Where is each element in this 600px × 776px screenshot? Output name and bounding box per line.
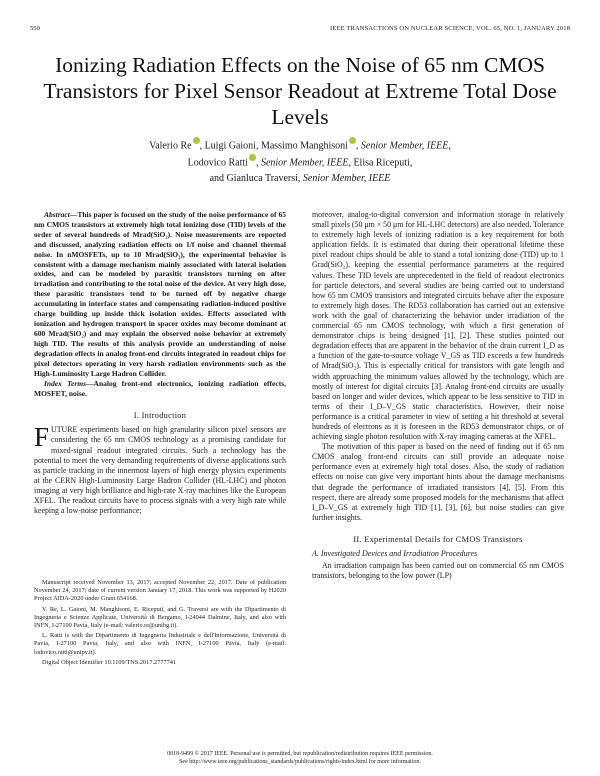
author-ratti: Lodovico Ratti xyxy=(187,157,248,169)
footnote-manuscript: Manuscript received November 13, 2017; accepted November 22, 2017. Date of publication November 24, 2017; date of current version January 17, 2018. This work was supported by H2020 Project AIDA-2020 under Grant 654168. xyxy=(34,579,286,603)
index-terms-label: Index Terms xyxy=(44,379,87,389)
footnotes xyxy=(34,579,286,669)
abstract-label: Abstract xyxy=(44,210,70,219)
author-role: Senior Member, IEEE xyxy=(260,157,349,169)
author-role: Senior Member, IEEE xyxy=(302,172,391,184)
section-heading: II. Experimental Details for CMOS Transistors xyxy=(353,534,523,544)
running-header xyxy=(30,25,570,35)
author-traversi: and Gianluca Traversi, xyxy=(209,172,303,184)
author-gaioni-manghisoni: , Luigi Gaioni, Massimo Manghisoni xyxy=(199,140,348,152)
abstract xyxy=(34,210,286,399)
copyright-line: 0018-9499 © 2017 IEEE. Personal use is permitted, but republication/redistribution requires IEEE permission. xyxy=(167,751,433,757)
journal-name: IEEE TRANSACTIONS ON NUCLEAR SCIENCE, VOL. 65, NO. 1, JANUARY 2018 xyxy=(329,25,570,32)
subsection-heading: A. Investigated Devices and Irradiation Procedures xyxy=(312,549,478,558)
orcid-icon[interactable] xyxy=(349,137,356,144)
author-list: Valerio Re , Luigi Gaioni, Massimo Manghisoni , Senior Member, IEEE, Lodovico Ratti , Senior Member, IEEE, Elisa Riceputi, and Gianluca Traversi, Senior Member, IEEE xyxy=(40,137,560,186)
abstract-text: —This paper is focused on the study of the noise performance of 65 nm CMOS transistors at extremely high total ionizing dose (TID) levels of the order of several hundreds of Mrad(SiO₂). Noise measurements are reported and discussed, analyzing radiation effects on 1/f noise and channel thermal noise. In nMOSFETs, up to 10 Mrad(SiO₂), the experimental behavior is consistent with a damage mechanism mainly associated with lateral isolation oxides, and can be modeled by parasitic transistors turning on after irradiation and contributing to the total noise of the device. At very high dose, these parasitic transistors tend to be turned off by negative charge accumulating in interface states and compensating radiation-induced positive charge building up inside thick isolation oxides. Effects associated with ionization and hydrogen transport in spacer oxides may become dominant at 600 Mrad(SiO₂) and may explain the observed noise behavior at extremely high TID. The results of this analysis provide an understanding of noise degradation effects in analog front-end circuits integrated in readout chips for pixel detectors operating in very harsh radiation environments such as the High-Luminosity Large Hadron Collider. xyxy=(34,210,286,378)
author-role: Senior Member, IEEE xyxy=(360,140,449,152)
intro-paragraph: UTURE experiments based on high granularity silicon pixel sensors are considering the 65 nm CMOS technology as a promising candidate for mixed-signal readout integrated circuits. Such a technology has the potential to meet the very demanding requirements of diverse applications such as particle tracking in the innermost layers of high energy physics experiments at the CERN High-Luminosity Large Hadron Collider (HL-LHC) and photon imaging at very high brilliance and high-rate X-ray machines like the European XFEL. The readout circuits have to process signals with a very high rate while keeping a low-noise performance; xyxy=(34,425,286,516)
section-heading: I. Introduction xyxy=(133,411,187,421)
index-terms: —Analog front-end electronics, ionizing radiation effects, MOSFET, noise. xyxy=(34,379,286,399)
author-riceputi: , Elisa Riceputi, xyxy=(348,157,413,169)
footnote-affiliation-2: L. Ratti is with the Dipartimento di Ingegneria Industriale e dell'Informazione, Università di Pavia, I-27100 Pavia, Italy, and also with INFN, I-27100 Pavia, Italy (e-mail: lodovico.ratti@unipv.it). xyxy=(34,632,286,656)
body-paragraph: The motivation of this paper is based on the need of finding out if 65 nm CMOS analog front-end circuits can still provide an adequate noise performance even at extremely high total doses. Also, the study of radiation effects on noise can give very important hints about the damage mechanisms that degrade the performance of irradiated transistors [4], [5]. From this respect, there are already some proposed models for the mechanisms that affect I_D–V_GS at extremely high TID [1], [3], [6], but noise studies can give further insights. xyxy=(312,442,564,522)
copyright-footer xyxy=(30,750,570,766)
orcid-icon[interactable] xyxy=(249,154,256,161)
left-column xyxy=(34,210,286,516)
right-column xyxy=(312,210,564,581)
footnote-doi: Digital Object Identifier 10.1109/TNS.2017.2777741 xyxy=(42,658,177,666)
author-re: Valerio Re xyxy=(149,140,192,152)
footnote-affiliation-1: V. Re, L. Gaioni, M. Manghisoni, E. Riceputi, and G. Traversi are with the Dipartimento di Ingegneria e Scienze Applicate, Università di Bergamo, I-24044 Dalmine, Italy, and also with INFN, I-27100 Pavia, Italy (e-mail: valerio.re@unibg.it). xyxy=(34,605,286,630)
body-paragraph: moreover, analog-to-digital conversion and information storage in relatively small pixels (50 μm × 50 μm for HL-LHC detectors) are also needed. Tolerance to extremely high levels of ionizing radiation is a key requirement for both application fields. It is estimated that during their operational lifetime these pixel readout chips should be able to stand a total ionizing dose (TID) up to 1 Grad(SiO₂), keeping the essential performance parameters at the required values. These TID levels are unprecedented in the field of readout electronics for particle detectors, and several studies are being carried out to understand how 65 nm CMOS transistors and integrated circuits behave after the exposure to extremely high doses. The RD53 collaboration has carried out an extensive work with the goal of characterizing the behavior under irradiation of the commercial 65 nm CMOS technology, with which a first generation of demonstrator chips is being designed [1], [2]. These studies pointed out degradation effects that are apparent in the behavior of the drain current I_D as a function of the gate-to-source voltage V_GS as TID exceeds a few hundreds of Mrad(SiO₂). This is especially critical for transistors with gate length and width approaching the minimum values allowed by the technology, which are mostly of interest for digital circuits [3]. Analog front-end circuits are usually based on longer and wider devices, which appear to be less sensitive to TID in terms of their I_D–V_GS static characteristics. However, their noise performance is a critical parameter in view of setting a hit threshold at several hundreds of electrons as it is foreseen in the RD53 demonstrator chips, or of achieving single photon resolution with X-ray imaging cameras at the XFEL. xyxy=(312,210,564,442)
orcid-icon[interactable] xyxy=(193,137,200,144)
paper-title: Ionizing Radiation Effects on the Noise of 65 nm CMOS Transistors for Pixel Sensor Readout at Extreme Total Dose Levels xyxy=(43,53,557,129)
drop-cap: F xyxy=(34,422,50,453)
page-number: 550 xyxy=(30,25,40,32)
body-paragraph: An irradiation campaign has been carried out on commercial 65 nm CMOS transistors, belonging to the low power (LP) xyxy=(312,561,564,581)
rights-link[interactable]: See http://www.ieee.org/publications_standards/publications/rights/index.html for more information. xyxy=(179,759,421,765)
